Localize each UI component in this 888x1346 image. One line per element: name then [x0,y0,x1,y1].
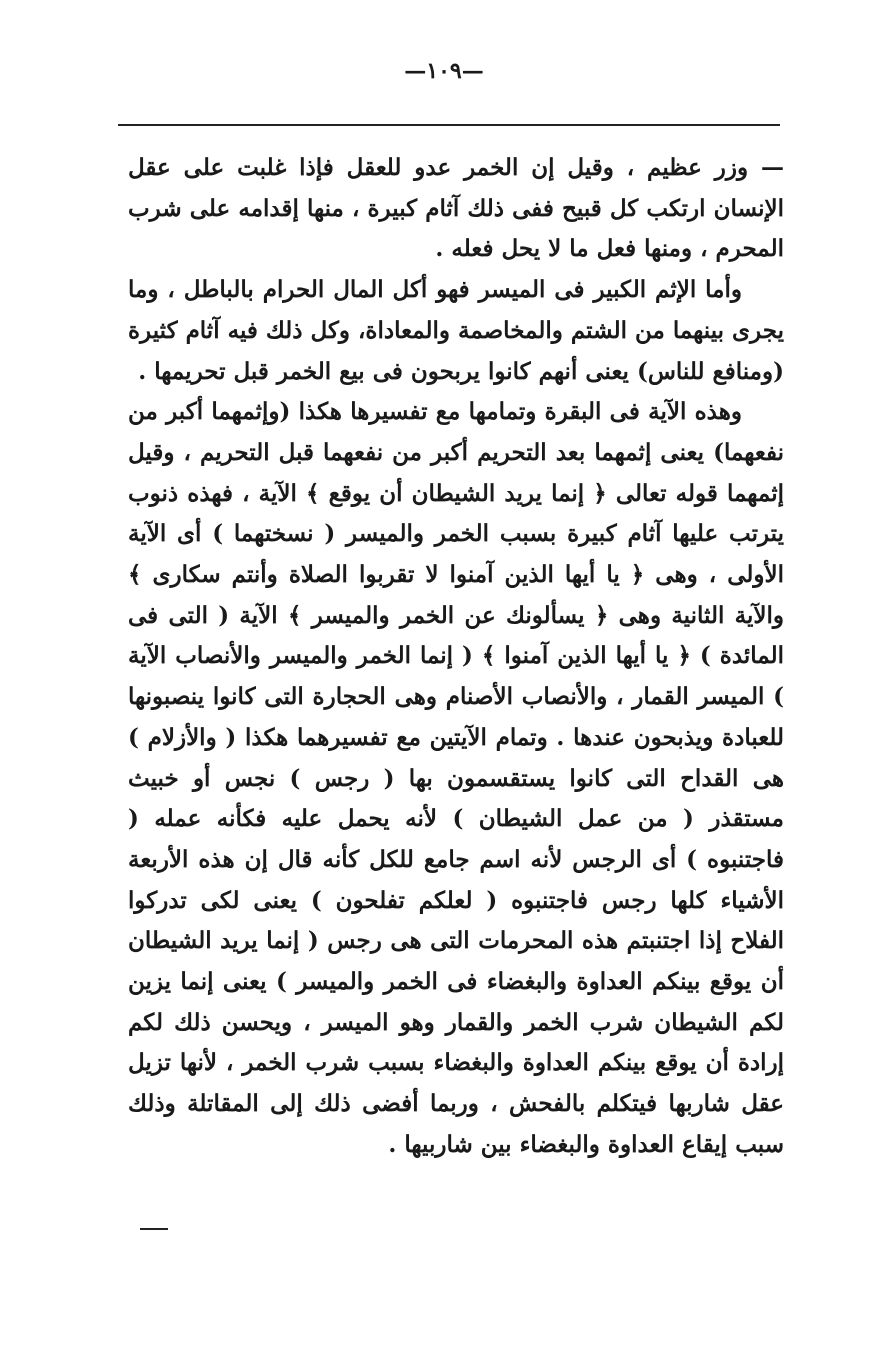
paragraph-2: وأما الإثم الكبير فى الميسر فهو أكل المال الحرام بالباطل ، وما يجرى بينهما من الشتم والمخاصمة والمعاداة، وكل ذلك فيه آثام كثيرة (ومنافع للناس) يعنى أنهم كانوا يربحون فى بيع الخمر قبل تحريمها . [127,276,784,385]
page-number: —١٠٩— [404,58,484,84]
body-text [128,148,784,1166]
paragraph-1: — وزر عظيم ، وقيل إن الخمر عدو للعقل فإذا غلبت على عقل الإنسان ارتكب كل قبيح ففى ذلك آثام كبيرة ، منها إقدامه على شرب المحرم ، ومنها فعل ما لا يحل فعله . [128,154,784,263]
end-dash [140,1228,168,1230]
paragraph-3: وهذه الآية فى البقرة وتمامها مع تفسيرها هكذا (وإثمهما أكبر من نفعهما) يعنى إثمهما بعد التحريم أكبر من نفعهما قبل التحريم ، وقيل إثمهما قوله تعالى ﴿ إنما يريد الشيطان أن يوقع ﴾ الآية ، فهذه ذنوب يترتب عليها آثام كبيرة بسبب الخمر والميسر ( نسختهما ) أى الآية الأولى ، وهى ﴿ يا أيها الذين آمنوا لا تقربوا الصلاة وأنتم سكارى ﴾ والآية الثانية وهى ﴿ يسألونك عن الخمر والميسر ﴾ الآية ( التى فى المائدة ) ﴿ يا أيها الذين آمنوا ﴾ ( إنما الخمر والميسر والأنصاب الآية ) الميسر القمار ، والأنصاب الأصنام وهى الحجارة التى كانوا ينصبونها للعبادة ويذبحون عندها . وتمام الآيتين مع تفسيرهما هكذا ( والأزلام ) هى القداح التى كانوا يستقسمون بها ( رجس ) نجس أو خبيث مستقذر ( من عمل الشيطان ) لأنه يحمل عليه فكأنه عمله ( فاجتنبوه ) أى الرجس لأنه اسم جامع للكل كأنه قال إن هذه الأربعة الأشياء كلها رجس فاجتنبوه ( لعلكم تفلحون ) يعنى لكى تدركوا الفلاح إذا اجتنبتم هذه المحرمات التى هى رجس ( إنما يريد الشيطان أن يوقع بينكم العداوة والبغضاء فى الخمر والميسر ) يعنى إنما يزين لكم الشيطان شرب الخمر والقمار وهو الميسر ، ويحسن ذلك لكم إرادة أن يوقع بينكم العداوة والبغضاء بسبب شرب الخمر ، لأنها تزيل عقل شاربها فيتكلم بالفحش ، وربما أفضى ذلك إلى المقاتلة وذلك سبب إيقاع العداوة والبغضاء بين شاربيها . [128,398,785,1158]
header-rule [118,124,780,126]
